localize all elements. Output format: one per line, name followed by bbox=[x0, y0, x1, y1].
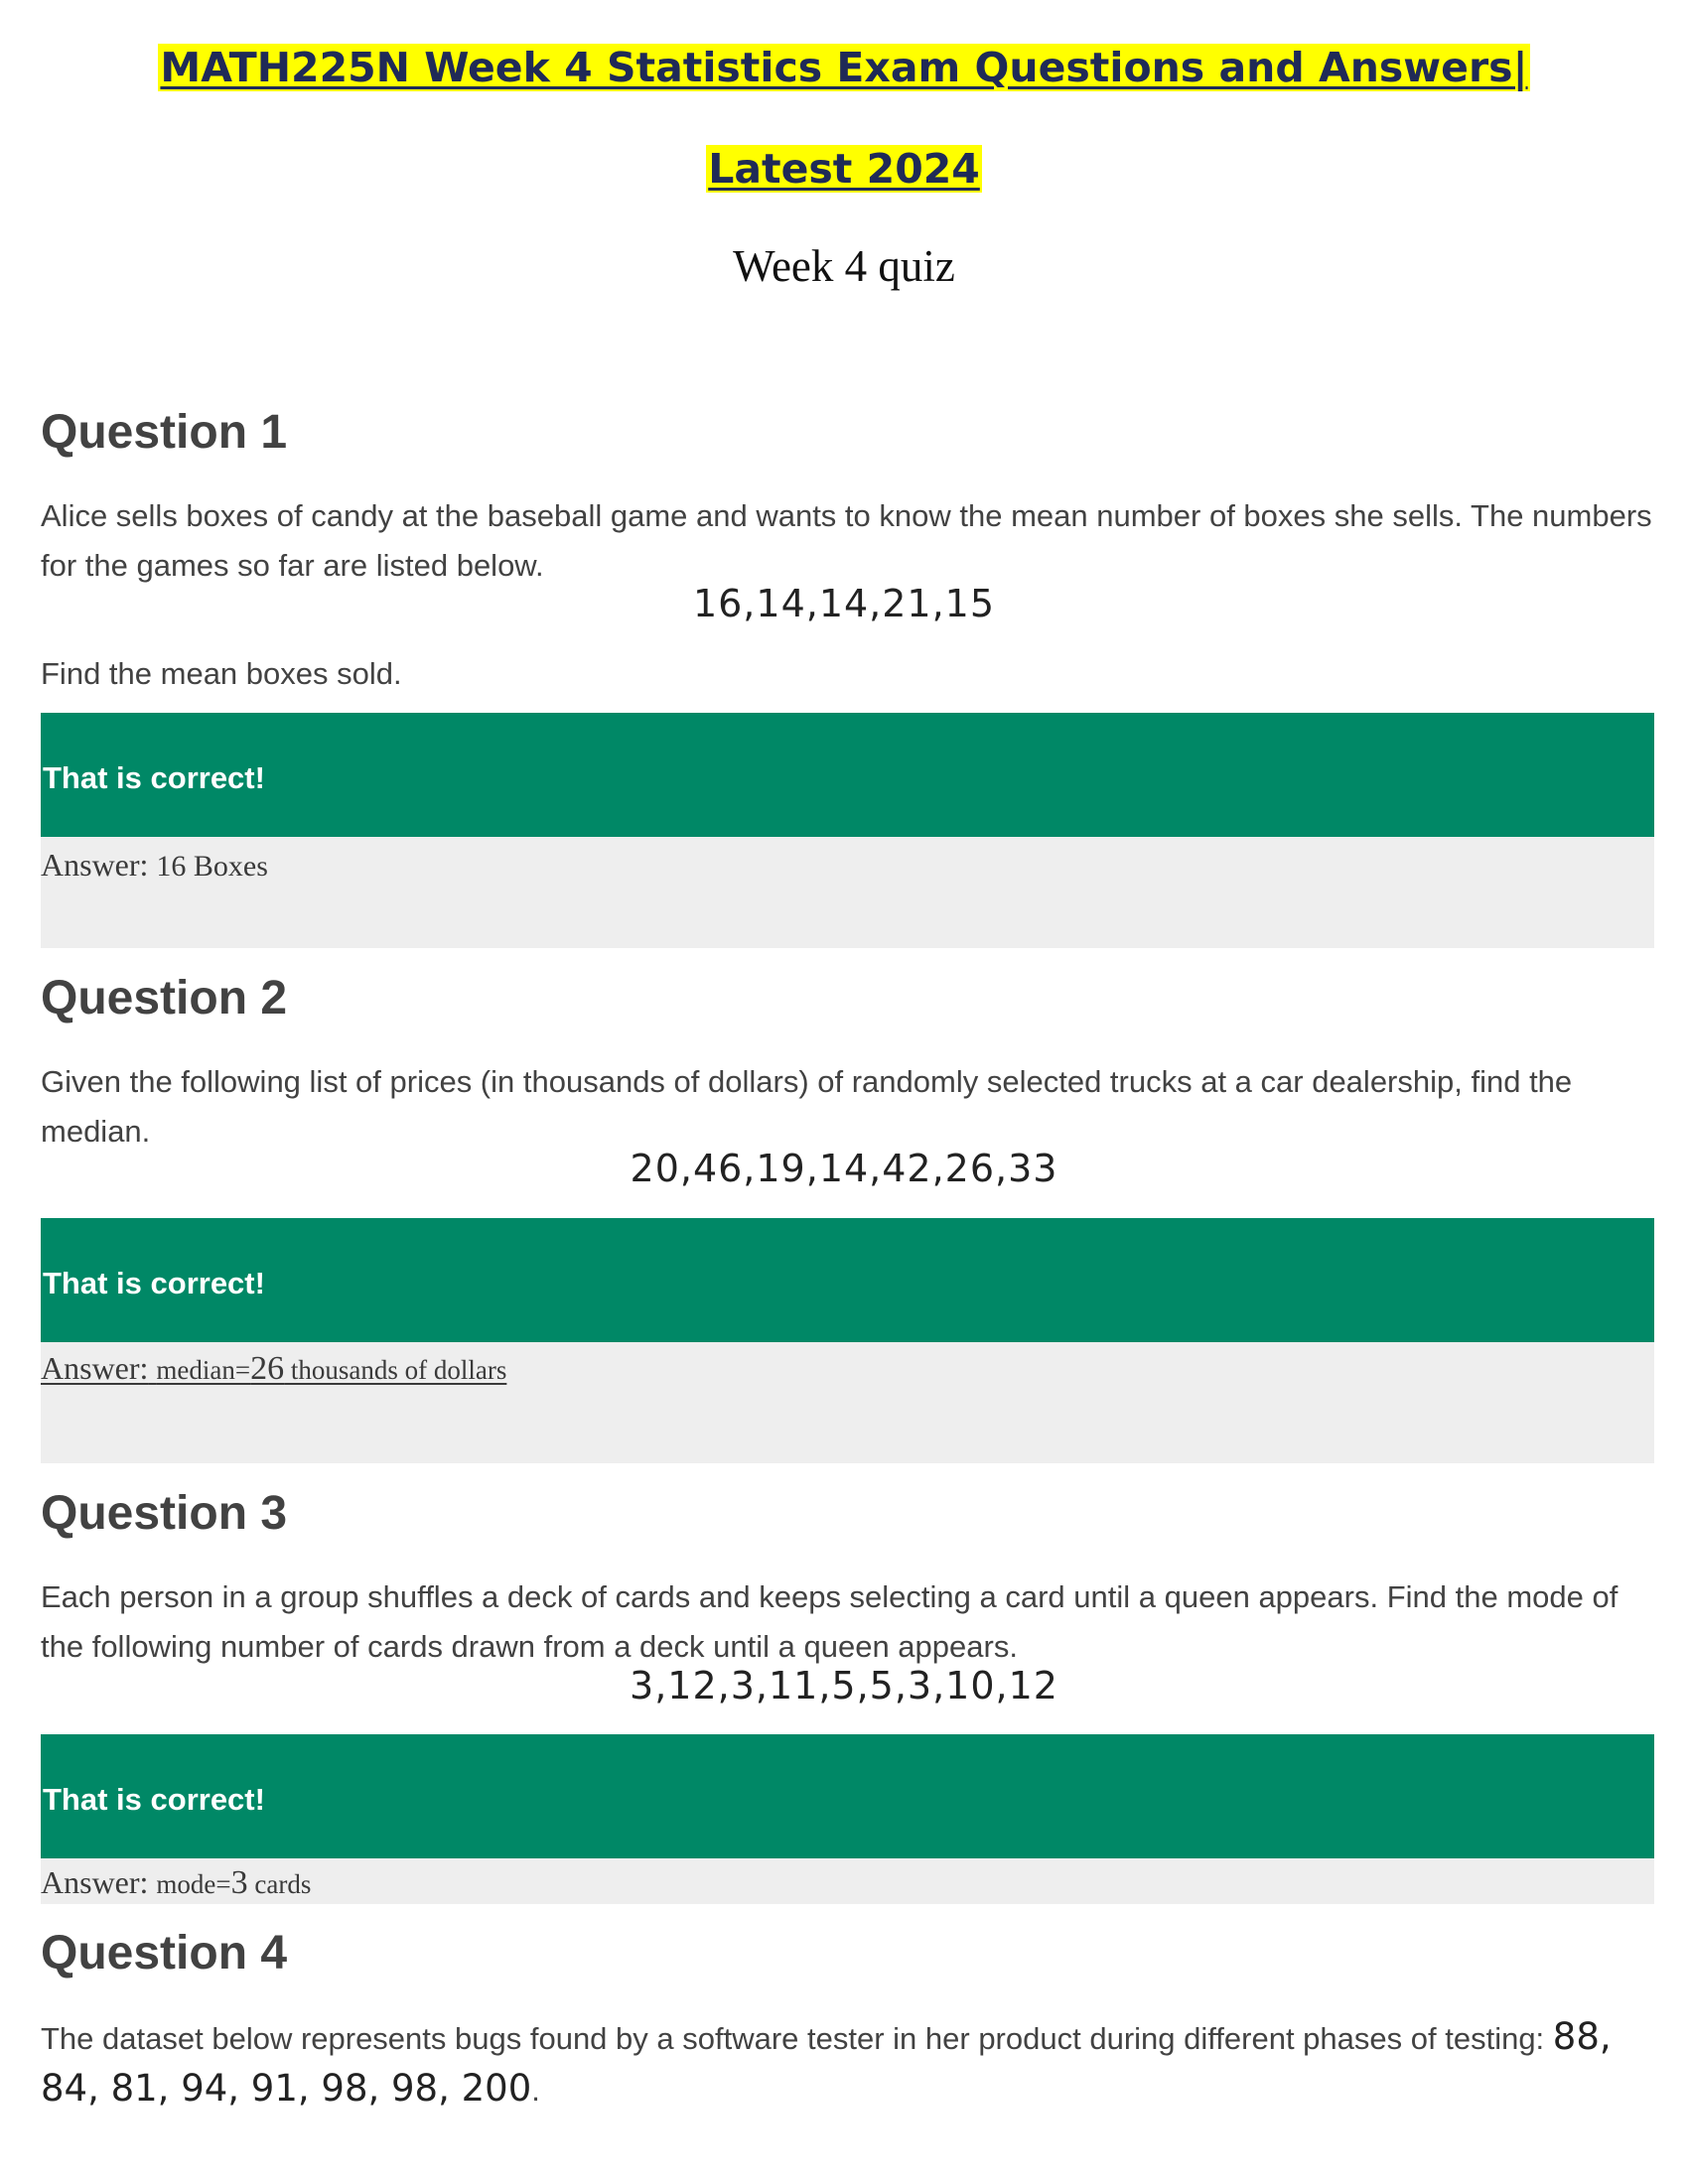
question-1-feedback-bar bbox=[41, 713, 1654, 837]
question-1-dataset: 16,14,14,21,15 bbox=[692, 582, 996, 625]
question-1-heading: Question 1 bbox=[41, 406, 288, 459]
title-text-line2: Latest 2024 bbox=[708, 145, 980, 193]
answer-number: 3 bbox=[230, 1864, 248, 1901]
question-4-text-after: . bbox=[531, 2073, 540, 2108]
question-2-dataset: 20,46,19,14,42,26,33 bbox=[630, 1147, 1058, 1190]
question-1-text: Alice sells boxes of candy at the baseball game and wants to know the mean number of boxes she sells. The numbers for the games so far are listed below. bbox=[41, 498, 1652, 583]
question-2-text: Given the following list of prices (in thousands of dollars) of randomly selected trucks at a car dealership, find the median. bbox=[41, 1064, 1573, 1149]
question-3-answer-box bbox=[41, 1858, 1654, 1904]
question-4-dataset: 88, 84, 81, 94, 91, 98, 98, 200 bbox=[41, 2015, 1612, 2110]
answer-label: Answer: bbox=[41, 847, 149, 883]
question-3-dataset: 3,12,3,11,5,5,3,10,12 bbox=[630, 1664, 1058, 1707]
answer-prefix: median= bbox=[156, 1355, 251, 1385]
question-4-text bbox=[41, 2012, 1654, 2116]
question-1-prompt: Find the mean boxes sold. bbox=[41, 656, 402, 691]
quiz-subtitle: Week 4 quiz bbox=[733, 241, 955, 291]
question-1-answer-box bbox=[41, 837, 1654, 948]
title-text-line1: MATH225N Week 4 Statistics Exam Questions and Answers| bbox=[160, 44, 1528, 91]
page-title-line2 bbox=[0, 145, 1688, 193]
question-2-heading: Question 2 bbox=[41, 972, 288, 1024]
answer-label: Answer: bbox=[41, 1350, 149, 1386]
question-2-answer bbox=[41, 1350, 506, 1388]
question-3-feedback-text: That is correct! bbox=[43, 1782, 265, 1817]
question-4-text-before: The dataset below represents bugs found by a software tester in her product during different phases of testing: bbox=[41, 2021, 1553, 2056]
answer-label: Answer: bbox=[41, 1864, 149, 1900]
question-3-answer bbox=[41, 1864, 311, 1902]
question-2-feedback-bar bbox=[41, 1218, 1654, 1342]
page-title-line1 bbox=[0, 44, 1688, 91]
answer-prefix: mode= bbox=[156, 1869, 231, 1899]
question-4-heading: Question 4 bbox=[41, 1927, 288, 1979]
question-1-feedback-text: That is correct! bbox=[43, 760, 265, 795]
answer-number: 26 bbox=[250, 1350, 285, 1387]
answer-suffix: cards bbox=[247, 1869, 312, 1899]
question-2-answer-box bbox=[41, 1342, 1654, 1463]
question-3-text: Each person in a group shuffles a deck of cards and keeps selecting a card until a queen appears. Find the mode of the following number of cards drawn from a deck until a queen appears. bbox=[41, 1579, 1618, 1664]
question-3-feedback-bar bbox=[41, 1734, 1654, 1858]
answer-suffix: thousands of dollars bbox=[284, 1355, 507, 1385]
answer-value: 16 Boxes bbox=[156, 850, 268, 883]
question-2-feedback-text: That is correct! bbox=[43, 1266, 265, 1300]
question-1-answer bbox=[41, 847, 268, 884]
question-3-heading: Question 3 bbox=[41, 1487, 288, 1540]
